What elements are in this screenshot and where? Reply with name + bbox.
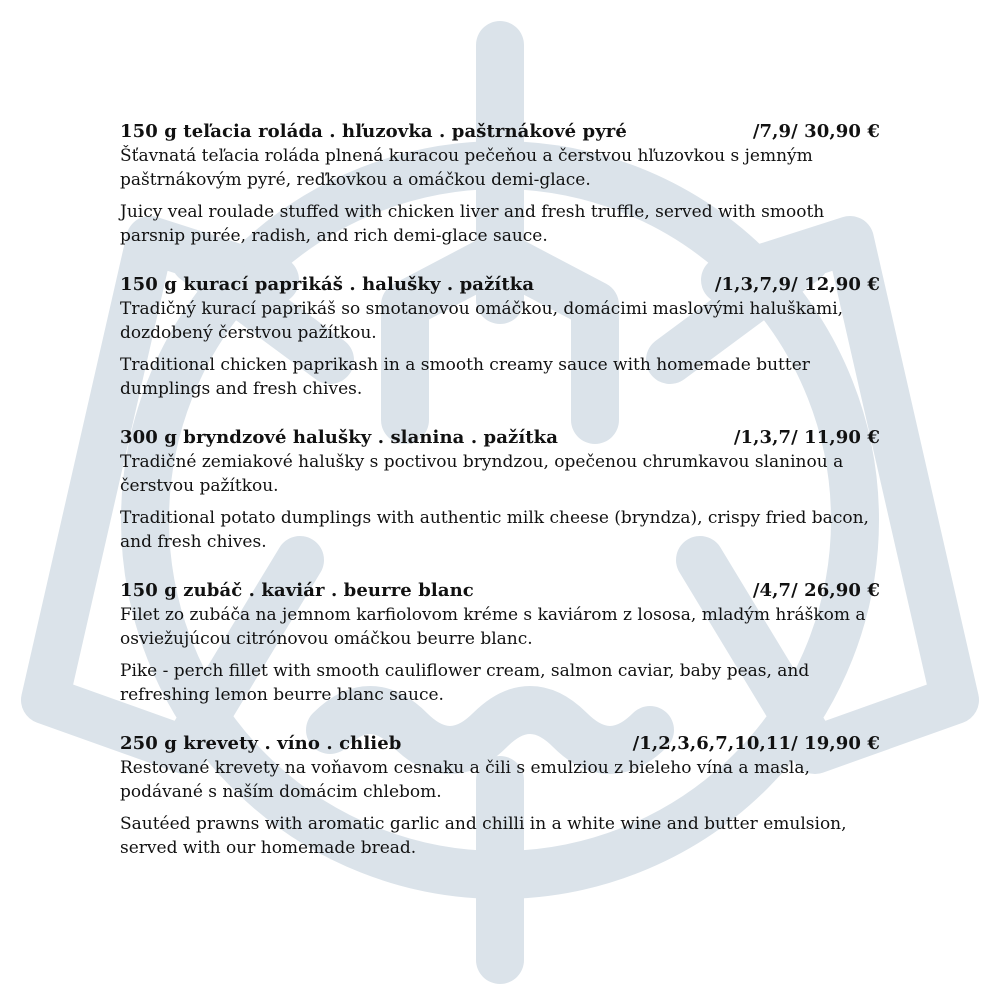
menu-item-description-sk: Filet zo zubáča na jemnom karfiolovom kréme s kaviárom z lososa, mladým hráškom a osviežujúcou citrónovou omáčkou beurre blanc. [120,605,866,649]
menu-item-title: 250 g krevety . víno . chlieb [120,733,402,754]
menu-item [120,732,880,860]
menu-item-header [120,426,880,450]
menu-item-price: /7,9/ 30,90 € [752,121,880,142]
menu-item-price: /1,2,3,6,7,10,11/ 19,90 € [632,733,880,754]
menu-item-description-en: Juicy veal roulade stuffed with chicken liver and fresh truffle, served with smooth parsnip purée, radish, and rich demi-glace sauce. [120,202,825,246]
menu-item [120,426,880,554]
menu-item [120,579,880,707]
menu-item [120,120,880,248]
menu-item-description-en: Sautéed prawns with aromatic garlic and chilli in a white wine and butter emulsion, served with our homemade bread. [120,814,847,858]
menu-item-title: 150 g kurací paprikáš . halušky . pažítka [120,274,535,295]
menu-item-description-en: Pike - perch fillet with smooth cauliflower cream, salmon caviar, baby peas, and refreshing lemon beurre blanc sauce. [120,661,810,705]
menu-item-header [120,273,880,297]
menu-item-description-sk: Šťavnatá teľacia roláda plnená kuracou pečeňou a čerstvou hľuzovkou s jemným paštrnákovým pyré, reďkovkou a omáčkou demi-glace. [120,146,813,190]
menu-item-description-sk: Tradičné zemiakové halušky s poctivou bryndzou, opečenou chrumkavou slaninou a čerstvou pažítkou. [120,452,844,496]
menu-item-description-en: Traditional potato dumplings with authentic milk cheese (bryndza), crispy fried bacon, and fresh chives. [120,508,869,552]
menu-item-title: 150 g zubáč . kaviár . beurre blanc [120,580,474,601]
menu-item-description-sk: Restované krevety na voňavom cesnaku a čili s emulziou z bieleho vína a masla, podávané s naším domácim chlebom. [120,758,810,802]
menu-item [120,273,880,401]
menu-item-title: 150 g teľacia roláda . hľuzovka . paštrnákové pyré [120,121,627,142]
menu-item-description-sk: Tradičný kurací paprikáš so smotanovou omáčkou, domácimi maslovými haluškami, dozdobený čerstvou pažítkou. [120,299,844,343]
menu-item-header [120,579,880,603]
menu-item-price: /1,3,7,9/ 12,90 € [714,274,880,295]
menu-item-header [120,732,880,756]
menu-item-description-en: Traditional chicken paprikash in a smooth creamy sauce with homemade butter dumplings and fresh chives. [120,355,810,399]
menu [120,120,880,885]
menu-item-header [120,120,880,144]
menu-item-price: /1,3,7/ 11,90 € [733,427,880,448]
menu-item-title: 300 g bryndzové halušky . slanina . pažítka [120,427,559,448]
menu-item-price: /4,7/ 26,90 € [752,580,880,601]
